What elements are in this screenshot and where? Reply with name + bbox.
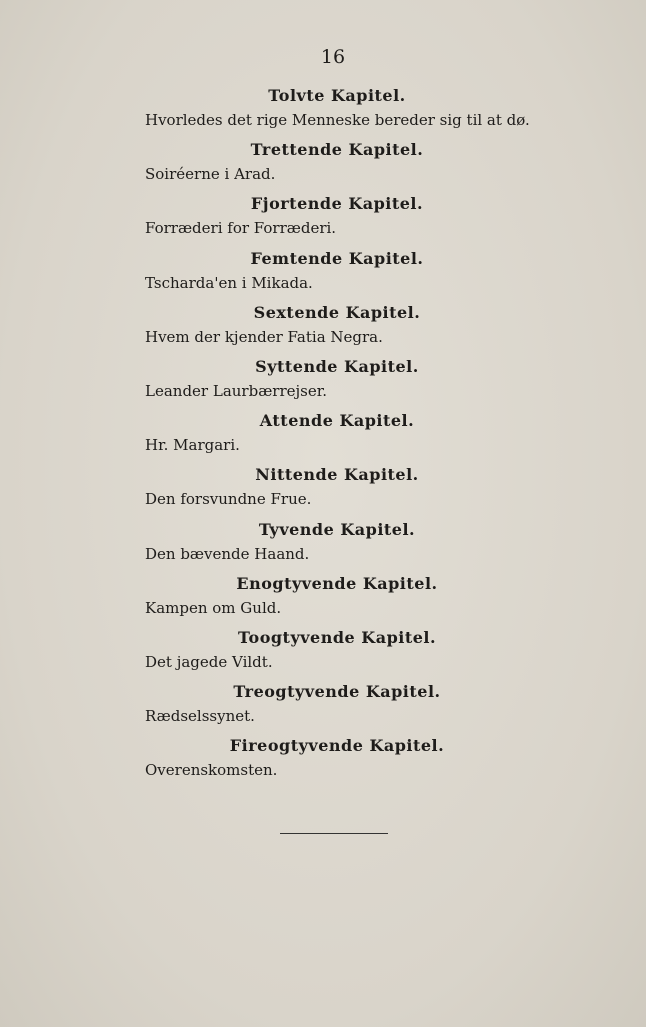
chapter-heading: Fjortende Kapitel. [250,194,424,214]
chapter-heading: Treogtyvende Kapitel. [233,682,441,702]
chapter-title: Hr. Margari. [145,436,240,455]
closing-rule [280,833,388,834]
chapter-title: Overenskomsten. [145,761,278,780]
chapter-heading: Toogtyvende Kapitel. [237,628,437,647]
chapter-title: Rædselssynet. [145,707,255,726]
chapter-heading: Trettende Kapitel. [250,140,424,160]
chapter-title: Hvem der kjender Fatia Negra. [145,327,383,346]
page-number: 16 [320,46,346,68]
chapter-title: Den bævende Haand. [145,544,310,563]
chapter-heading: Femtende Kapitel. [250,248,424,268]
chapter-title: Den forsvundne Frue. [145,490,312,509]
chapter-title: Leander Laurbærrejser. [145,382,328,400]
chapter-heading: Tolvte Kapitel. [268,86,406,105]
chapter-title: Forræderi for Forræderi. [145,219,337,238]
chapter-heading: Syttende Kapitel. [255,357,419,376]
chapter-heading: Nittende Kapitel. [255,465,419,485]
chapter-heading: Tyvende Kapitel. [258,519,416,539]
chapter-title: Soiréerne i Arad. [145,165,276,184]
chapter-title: Tscharda'en i Mikada. [145,273,313,292]
chapter-heading: Enogtyvende Kapitel. [236,573,438,593]
chapter-title: Kampen om Guld. [145,598,282,617]
chapter-title: Det jagede Vildt. [145,653,273,671]
chapter-heading: Sextende Kapitel. [253,302,421,322]
chapter-heading: Fireogtyvende Kapitel. [229,736,445,756]
chapter-title: Hvorledes det rige Menneske bereder sig til at dø. [145,111,530,129]
chapter-heading: Attende Kapitel. [259,411,415,431]
